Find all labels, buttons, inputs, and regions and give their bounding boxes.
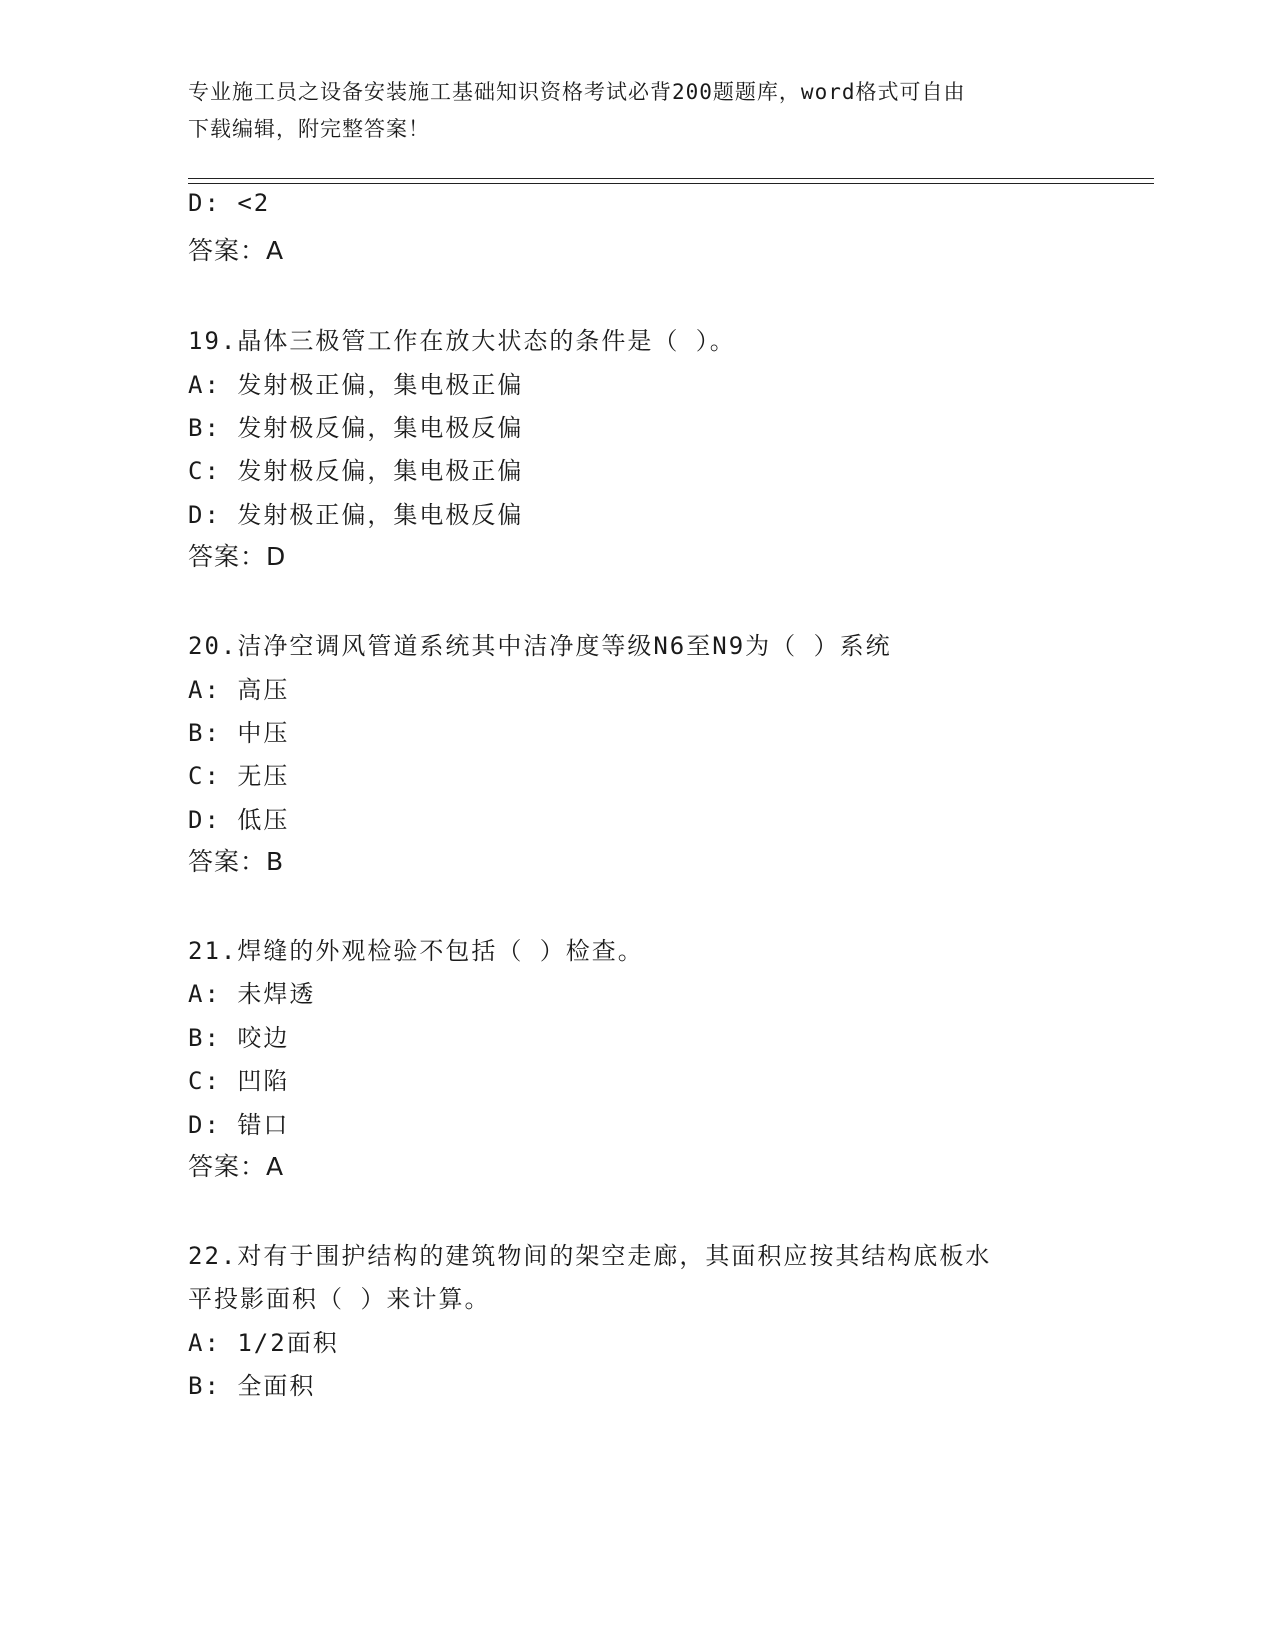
document-header [188, 74, 1078, 148]
q19-option-a: A: 发射极正偏，集电极正偏 [188, 371, 524, 399]
q19-option-c: C: 发射极反偏，集电极正偏 [188, 457, 524, 485]
q21-stem: 21.焊缝的外观检验不包括（ ）检查。 [188, 937, 644, 965]
q19-option-b: B: 发射极反偏，集电极反偏 [188, 414, 524, 442]
q20-option-c: C: 无压 [188, 762, 290, 790]
q21-option-a: A: 未焊透 [188, 980, 316, 1008]
q20-option-b: B: 中压 [188, 719, 290, 747]
prev-answer: 答案：A [188, 236, 285, 265]
q19-answer: 答案：D [188, 542, 287, 571]
q19-option-d: D: 发射极正偏，集电极反偏 [188, 501, 524, 529]
q22-stem-line-2: 平投影面积（ ）来计算。 [188, 1285, 491, 1313]
header-line-2: 下载编辑，附完整答案！ [188, 117, 430, 141]
prev-option-d: D: <2 [188, 189, 271, 217]
q22-stem-line-1: 22.对有于围护结构的建筑物间的架空走廊，其面积应按其结构底板水 [188, 1242, 992, 1270]
q19-stem: 19.晶体三极管工作在放大状态的条件是（ ）。 [188, 327, 736, 355]
q20-option-a: A: 高压 [188, 676, 290, 704]
q22-option-a: A: 1/2面积 [188, 1329, 339, 1357]
q20-answer: 答案：B [188, 847, 285, 876]
header-rule-top [188, 178, 1154, 179]
q21-answer: 答案：A [188, 1152, 285, 1181]
q21-option-b: B: 咬边 [188, 1024, 290, 1052]
q20-stem: 20.洁净空调风管道系统其中洁净度等级N6至N9为（ ）系统 [188, 632, 892, 660]
q20-option-d: D: 低压 [188, 806, 290, 834]
q22-option-b: B: 全面积 [188, 1372, 316, 1400]
header-line-1: 专业施工员之设备安装施工基础知识资格考试必背200题题库，word格式可自由 [188, 80, 966, 104]
header-rule-bottom [188, 183, 1154, 184]
q21-option-c: C: 凹陷 [188, 1067, 290, 1095]
q21-option-d: D: 错口 [188, 1111, 290, 1139]
